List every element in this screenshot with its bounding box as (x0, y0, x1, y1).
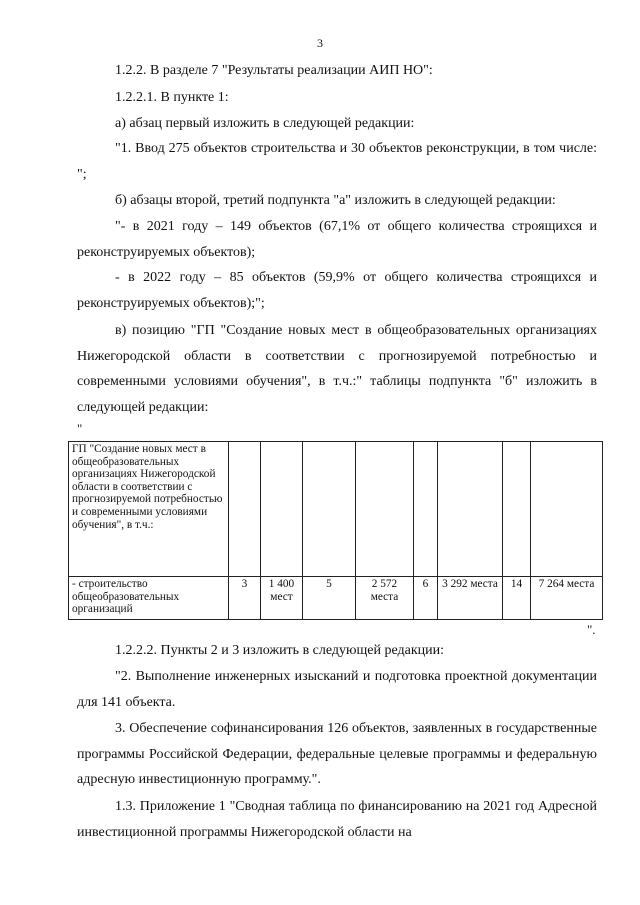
table-cell (414, 442, 438, 577)
table-row (69, 442, 603, 577)
paragraph: 1.2.2. В разделе 7 "Результаты реализации АИП НО": (115, 63, 433, 78)
paragraph: 1.2.2.2. Пункты 2 и 3 изложить в следующей редакции: (115, 643, 445, 658)
table-cell: 6 (414, 577, 438, 620)
table-cell: 1 400 мест (261, 577, 303, 620)
table-cell: 2 572 места (356, 577, 414, 620)
program-table (68, 441, 603, 620)
table-cell (438, 442, 503, 577)
table-cell (503, 442, 531, 577)
table-cell: 5 (303, 577, 356, 620)
paragraph: в) позицию "ГП "Создание новых мест в общеобразовательных организациях Нижегородской области в соответствии с прогнозируемой потребностью и современными условиями обучения", в т.ч.:" таблицы подпункта "б" изложить в следующей редакции: (77, 323, 597, 415)
table-cell (531, 442, 603, 577)
table-cell: 3 (229, 577, 261, 620)
quote-close: ". (587, 622, 596, 637)
table-cell: 14 (503, 577, 531, 620)
table-cell (303, 442, 356, 577)
table-cell: 3 292 места (438, 577, 503, 620)
paragraph: "2. Выполнение инженерных изысканий и подготовка проектной документации для 141 объекта. (77, 669, 597, 710)
table-cell: 7 264 места (531, 577, 603, 620)
paragraph: "1. Ввод 275 объектов строительства и 30 объектов реконструкции, в том числе: "; (77, 141, 597, 182)
table-cell (229, 442, 261, 577)
quote-open: " (77, 421, 83, 436)
table-cell-label: ГП "Создание новых мест в общеобразовательных организациях Нижегородской области в соответствии с прогнозируемой потребностью и современными условиями обучения", в т.ч.: (69, 442, 229, 577)
table-cell (356, 442, 414, 577)
table-cell-label: - строительство общеобразовательных организаций (69, 577, 229, 620)
paragraph: б) абзацы второй, третий подпункта "а" изложить в следующей редакции: (115, 193, 556, 208)
paragraph: 3. Обеспечение софинансирования 126 объектов, заявленных в государственные программы Российской Федерации, федеральные целевые программы и федеральную адресную инвестиционную программу.". (77, 721, 597, 788)
paragraph: а) абзац первый изложить в следующей редакции: (115, 116, 415, 131)
table-row (69, 577, 603, 620)
paragraph: "- в 2021 году – 149 объектов (67,1% от общего количества строящихся и реконструируемых объектов); (77, 219, 597, 260)
table-cell (261, 442, 303, 577)
paragraph: 1.3. Приложение 1 "Сводная таблица по финансированию на 2021 год Адресной инвестиционной программы Нижегородской области на (77, 799, 597, 840)
paragraph: 1.2.2.1. В пункте 1: (115, 90, 229, 105)
page-number: 3 (317, 36, 323, 50)
paragraph: - в 2022 году – 85 объектов (59,9% от общего количества строящихся и реконструируемых объектов);"; (77, 270, 597, 311)
